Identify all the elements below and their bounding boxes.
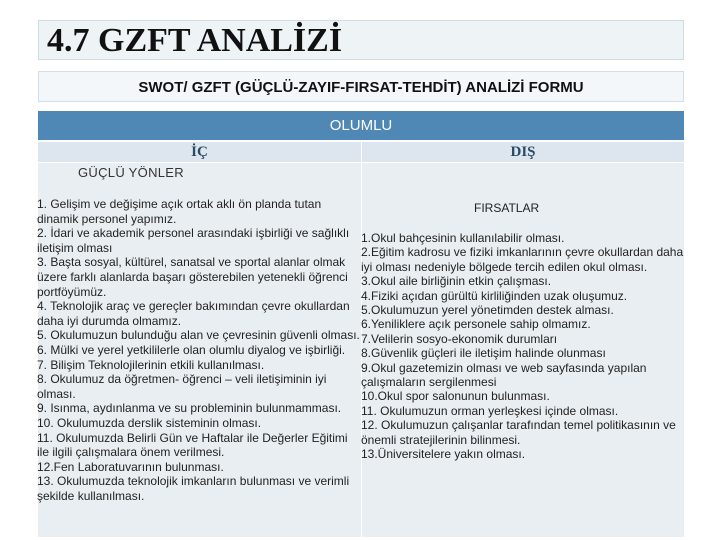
page-title: 4.7 GZFT ANALİZİ	[47, 22, 343, 59]
list-item: 3.Okul aile birliğinin etkin çalışması.	[361, 274, 552, 289]
list-item: 10. Okulumuzda derslik sisteminin olması.	[37, 415, 262, 430]
list-item: 11. Okulumuzun orman yerleşkesi içinde olması.	[361, 403, 619, 418]
list-item: 12.Fen Laboratuvarının bulunması.	[37, 459, 224, 474]
list-item: 10.Okul spor salonunun bulunması.	[361, 389, 550, 404]
list-item: 2. İdari ve akademik personel arasındaki işbirliği ve sağlıklı iletişim olması	[37, 226, 350, 255]
list-item: 2.Eğitim kadrosu ve fiziki imkanlarının çevre okullardan daha iyi olması nedeniyle bölgede tercih edilen okul olması.	[361, 245, 684, 274]
list-item: 12. Okulumuzun çalışanlar tarafından temel politikasının ve önemli stratejilerinin bilinmesi.	[361, 418, 676, 447]
list-item: 8.Güvenlik güçleri ile iletişim halinde olunması	[361, 346, 606, 361]
list-item: 3. Başta sosyal, kültürel, sanatsal ve sportal alanlar olmak üzere farklı alanlarda başarı gösterebilen yetenekli öğrenci portföyümüz.	[37, 255, 348, 299]
list-item: 11. Okulumuzda Belirli Gün ve Haftalar ile Değerler Eğitimi ile ilgili çalışmalara önem verilmesi.	[37, 430, 348, 460]
list-item: 4. Teknolojik araç ve gereçler bakımından çevre okullardan daha iyi durumda olmamız.	[37, 299, 350, 328]
olumlu-header	[38, 111, 684, 140]
list-item: 9. Isınma, aydınlanma ve su probleminin bulunmamması.	[37, 401, 342, 416]
list-item: 7. Bilişim Teknolojilerinin etkili kullanılması.	[37, 357, 265, 372]
olumlu-label: OLUMLU	[329, 117, 393, 134]
guclu-yonler-list	[37, 197, 361, 503]
dis-column-header	[362, 142, 684, 162]
list-item: 5.Okulumuzun yerel yönetimden destek alması.	[361, 303, 614, 318]
list-item: 13.Üniversitelere yakın olması.	[361, 447, 526, 462]
list-item: 13. Okulumuzda teknolojik imkanların bulunması ve verimli şekilde kullanılması.	[37, 474, 350, 503]
subtitle-box	[38, 71, 684, 102]
list-item: 4.Fiziki açıdan gürültü kirliliğinden uzak oluşumuz.	[361, 288, 628, 303]
form-subtitle: SWOT/ GZFT (GÜÇLÜ-ZAYIF-FIRSAT-TEHDİT) ANALİZİ FORMU	[138, 79, 584, 96]
list-item: 7.Velilerin sosyo-ekonomik durumları	[361, 331, 558, 346]
list-item: 6. Mülki ve yerel yetkililerle olan olumlu diyalog ve işbirliği.	[37, 342, 346, 357]
guclu-yonler-label: GÜÇLÜ YÖNLER	[78, 165, 184, 180]
list-item: 8. Okulumuz da öğretmen- öğrenci – veli iletişiminin iyi olması.	[37, 372, 327, 401]
firsatlar-list	[361, 231, 684, 462]
list-item: 1. Gelişim ve değişime açık ortak aklı ön planda tutan dinamik personel yapımız.	[37, 197, 322, 226]
title-box	[38, 20, 684, 60]
dis-header-label: DIŞ	[510, 144, 536, 160]
list-item: 9.Okul gazetemizin olması ve web sayfasında yapılan çalışmaların sergilenmesi	[361, 360, 647, 390]
ic-column-header	[38, 142, 361, 162]
firsatlar-label: FIRSATLAR	[474, 201, 540, 215]
list-item: 1.Okul bahçesinin kullanılabilir olması.	[361, 231, 565, 245]
list-item: 5. Okulumuzun bulunduğu alan ve çevresinin güvenli olması.	[37, 328, 360, 343]
ic-header-label: İÇ	[191, 144, 208, 160]
list-item: 6.Yeniliklere açık personele sahip olmamız.	[361, 317, 591, 332]
